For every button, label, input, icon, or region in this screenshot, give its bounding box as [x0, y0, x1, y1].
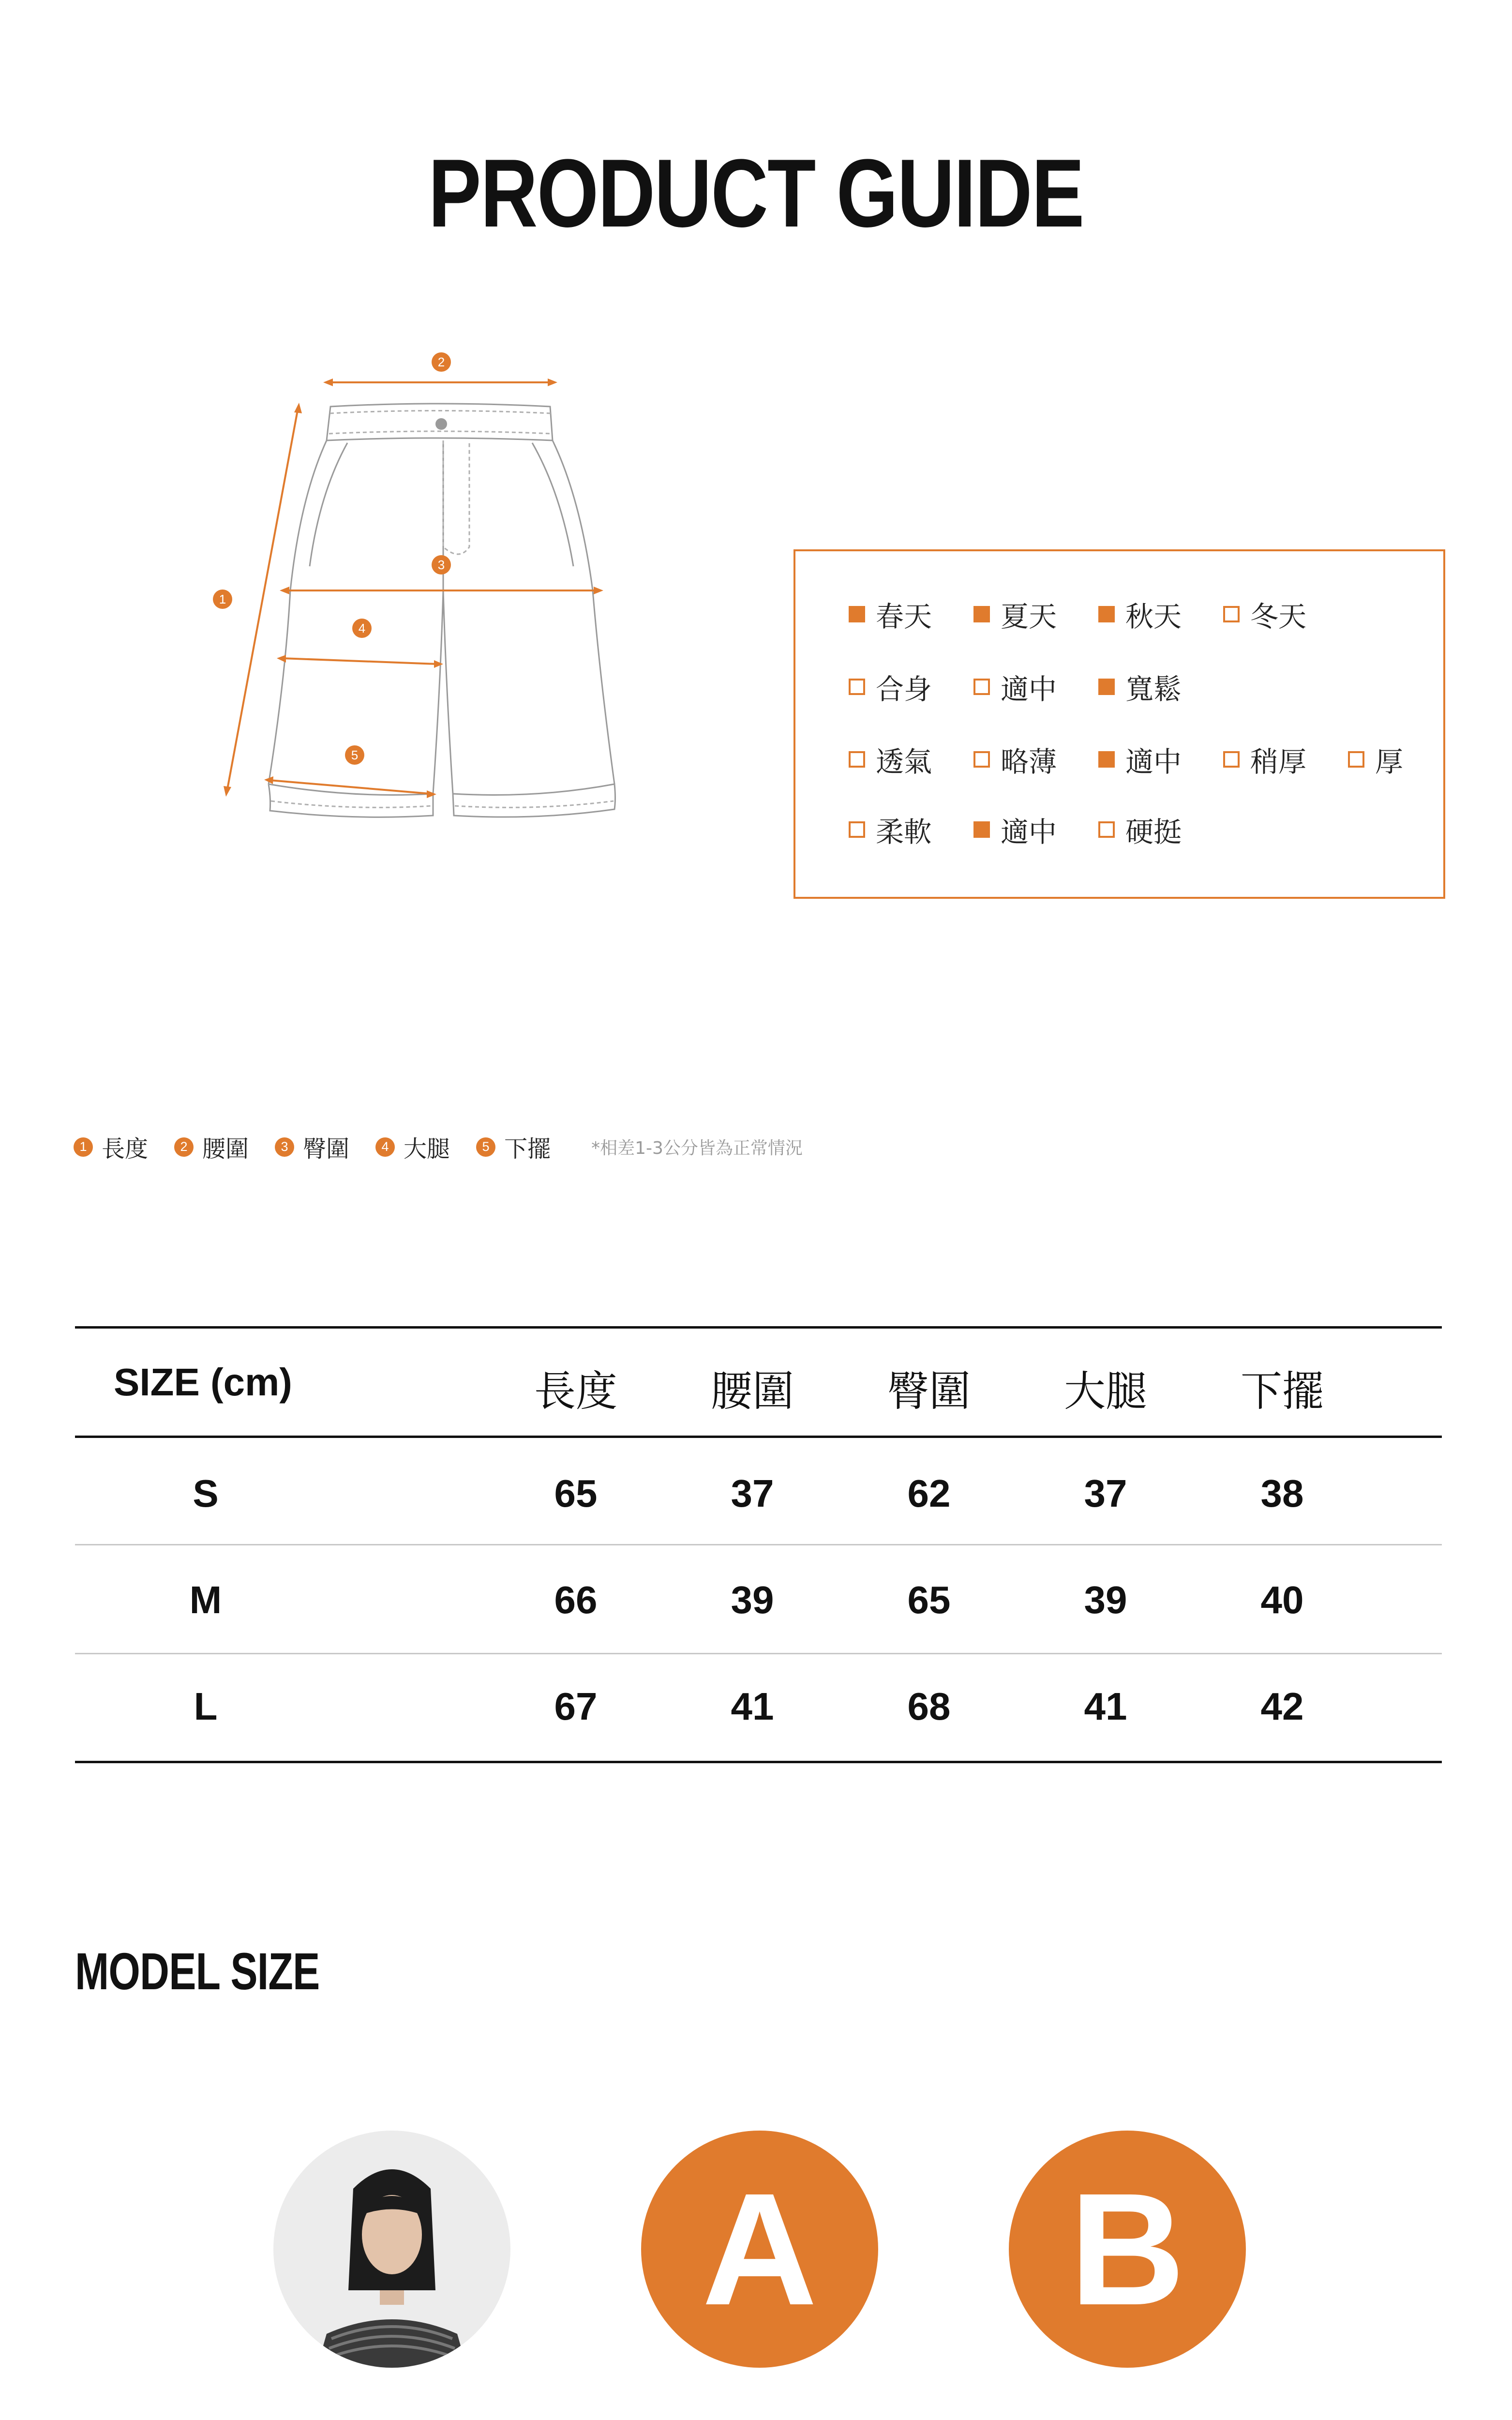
model-photo-avatar — [273, 2131, 510, 2368]
person-icon — [273, 2131, 510, 2368]
row-size-label: S — [193, 1472, 219, 1515]
table-cell: 65 — [907, 1578, 951, 1621]
attr-item: 硬挺 — [1098, 809, 1223, 850]
checkbox-icon — [1223, 606, 1240, 622]
attr-item: 寬鬆 — [1098, 666, 1223, 707]
legend-item: 4 大腿 — [375, 1130, 450, 1164]
number-badge: 5 — [476, 1137, 495, 1157]
table-cell: 66 — [554, 1578, 598, 1621]
header-waist: 腰圍 — [711, 1367, 794, 1416]
checkbox-icon — [973, 821, 990, 838]
attr-item: 夏天 — [973, 594, 1098, 635]
legend-item: 1 長度 — [74, 1130, 148, 1164]
table-cell: 68 — [907, 1685, 951, 1728]
table-rule-top — [75, 1326, 1442, 1329]
attr-item: 秋天 — [1098, 594, 1223, 635]
attr-item: 略薄 — [973, 739, 1098, 780]
table-cell: 62 — [907, 1472, 951, 1515]
header-thigh: 大腿 — [1064, 1367, 1147, 1416]
table-cell: 65 — [554, 1472, 598, 1515]
attr-item: 適中 — [1098, 739, 1223, 780]
table-rule — [75, 1653, 1442, 1654]
fit-row — [849, 666, 1223, 707]
attr-item: 稍厚 — [1223, 739, 1348, 780]
checkbox-icon — [973, 606, 990, 622]
checkbox-icon — [1223, 751, 1240, 768]
number-badge: 4 — [375, 1137, 395, 1157]
table-cell: 38 — [1260, 1472, 1304, 1515]
checkbox-icon — [849, 679, 865, 695]
attr-item: 適中 — [973, 666, 1098, 707]
table-cell: 40 — [1260, 1578, 1304, 1621]
table-rule — [75, 1544, 1442, 1545]
shorts-diagram — [213, 339, 648, 847]
number-badge: 3 — [275, 1137, 294, 1157]
checkbox-icon — [1098, 679, 1115, 695]
model-a-avatar: A — [641, 2131, 878, 2368]
checkbox-icon — [1098, 821, 1115, 838]
attr-item: 透氣 — [849, 739, 973, 780]
checkbox-icon — [1098, 751, 1115, 768]
checkbox-icon — [849, 821, 865, 838]
row-size-label: L — [194, 1685, 218, 1728]
marker-1: 1 — [219, 592, 226, 606]
header-length: 長度 — [534, 1367, 617, 1416]
legend-item: 3 臀圍 — [275, 1130, 349, 1164]
marker-5: 5 — [351, 748, 359, 762]
table-cell: 37 — [1084, 1472, 1127, 1515]
table-cell: 42 — [1260, 1685, 1304, 1728]
checkbox-icon — [973, 679, 990, 695]
attr-item: 適中 — [973, 809, 1098, 850]
legend-item: 5 下擺 — [476, 1130, 551, 1164]
table-rule-header — [75, 1436, 1442, 1438]
measurement-legend — [74, 1130, 803, 1164]
table-cell: 67 — [554, 1685, 598, 1728]
table-cell: 41 — [1084, 1685, 1127, 1728]
row-size-label: M — [189, 1578, 222, 1621]
checkbox-icon — [849, 751, 865, 768]
season-row — [849, 594, 1348, 635]
checkbox-icon — [849, 606, 865, 622]
checkbox-icon — [973, 751, 990, 768]
number-badge: 1 — [74, 1137, 93, 1157]
table-cell: 41 — [731, 1685, 774, 1728]
softness-row — [849, 809, 1223, 850]
tolerance-note: *相差1-3公分皆為正常情況 — [591, 1138, 803, 1158]
attribute-panel — [793, 549, 1445, 899]
number-badge: 2 — [174, 1137, 194, 1157]
attr-item: 合身 — [849, 666, 973, 707]
marker-3: 3 — [437, 558, 445, 572]
table-rule-bottom — [75, 1761, 1442, 1763]
checkbox-icon — [1348, 751, 1364, 768]
marker-2: 2 — [437, 355, 445, 369]
table-cell: 39 — [731, 1578, 774, 1621]
header-hem: 下擺 — [1241, 1367, 1324, 1416]
attr-item: 春天 — [849, 594, 973, 635]
table-cell: 37 — [731, 1472, 774, 1515]
table-cell: 39 — [1084, 1578, 1127, 1621]
thickness-row — [849, 739, 1416, 780]
model-b-avatar: B — [1009, 2131, 1246, 2368]
checkbox-icon — [1098, 606, 1115, 622]
model-size-title: MODEL SIZE — [75, 1942, 320, 2000]
attr-item: 厚 — [1348, 739, 1416, 780]
attr-item: 冬天 — [1223, 594, 1348, 635]
page-title: PRODUCT GUIDE — [428, 139, 1084, 247]
legend-item: 2 腰圍 — [174, 1130, 249, 1164]
header-size: SIZE (cm) — [114, 1361, 292, 1404]
marker-4: 4 — [358, 621, 366, 635]
attr-item: 柔軟 — [849, 809, 973, 850]
header-hip: 臀圍 — [887, 1367, 971, 1416]
